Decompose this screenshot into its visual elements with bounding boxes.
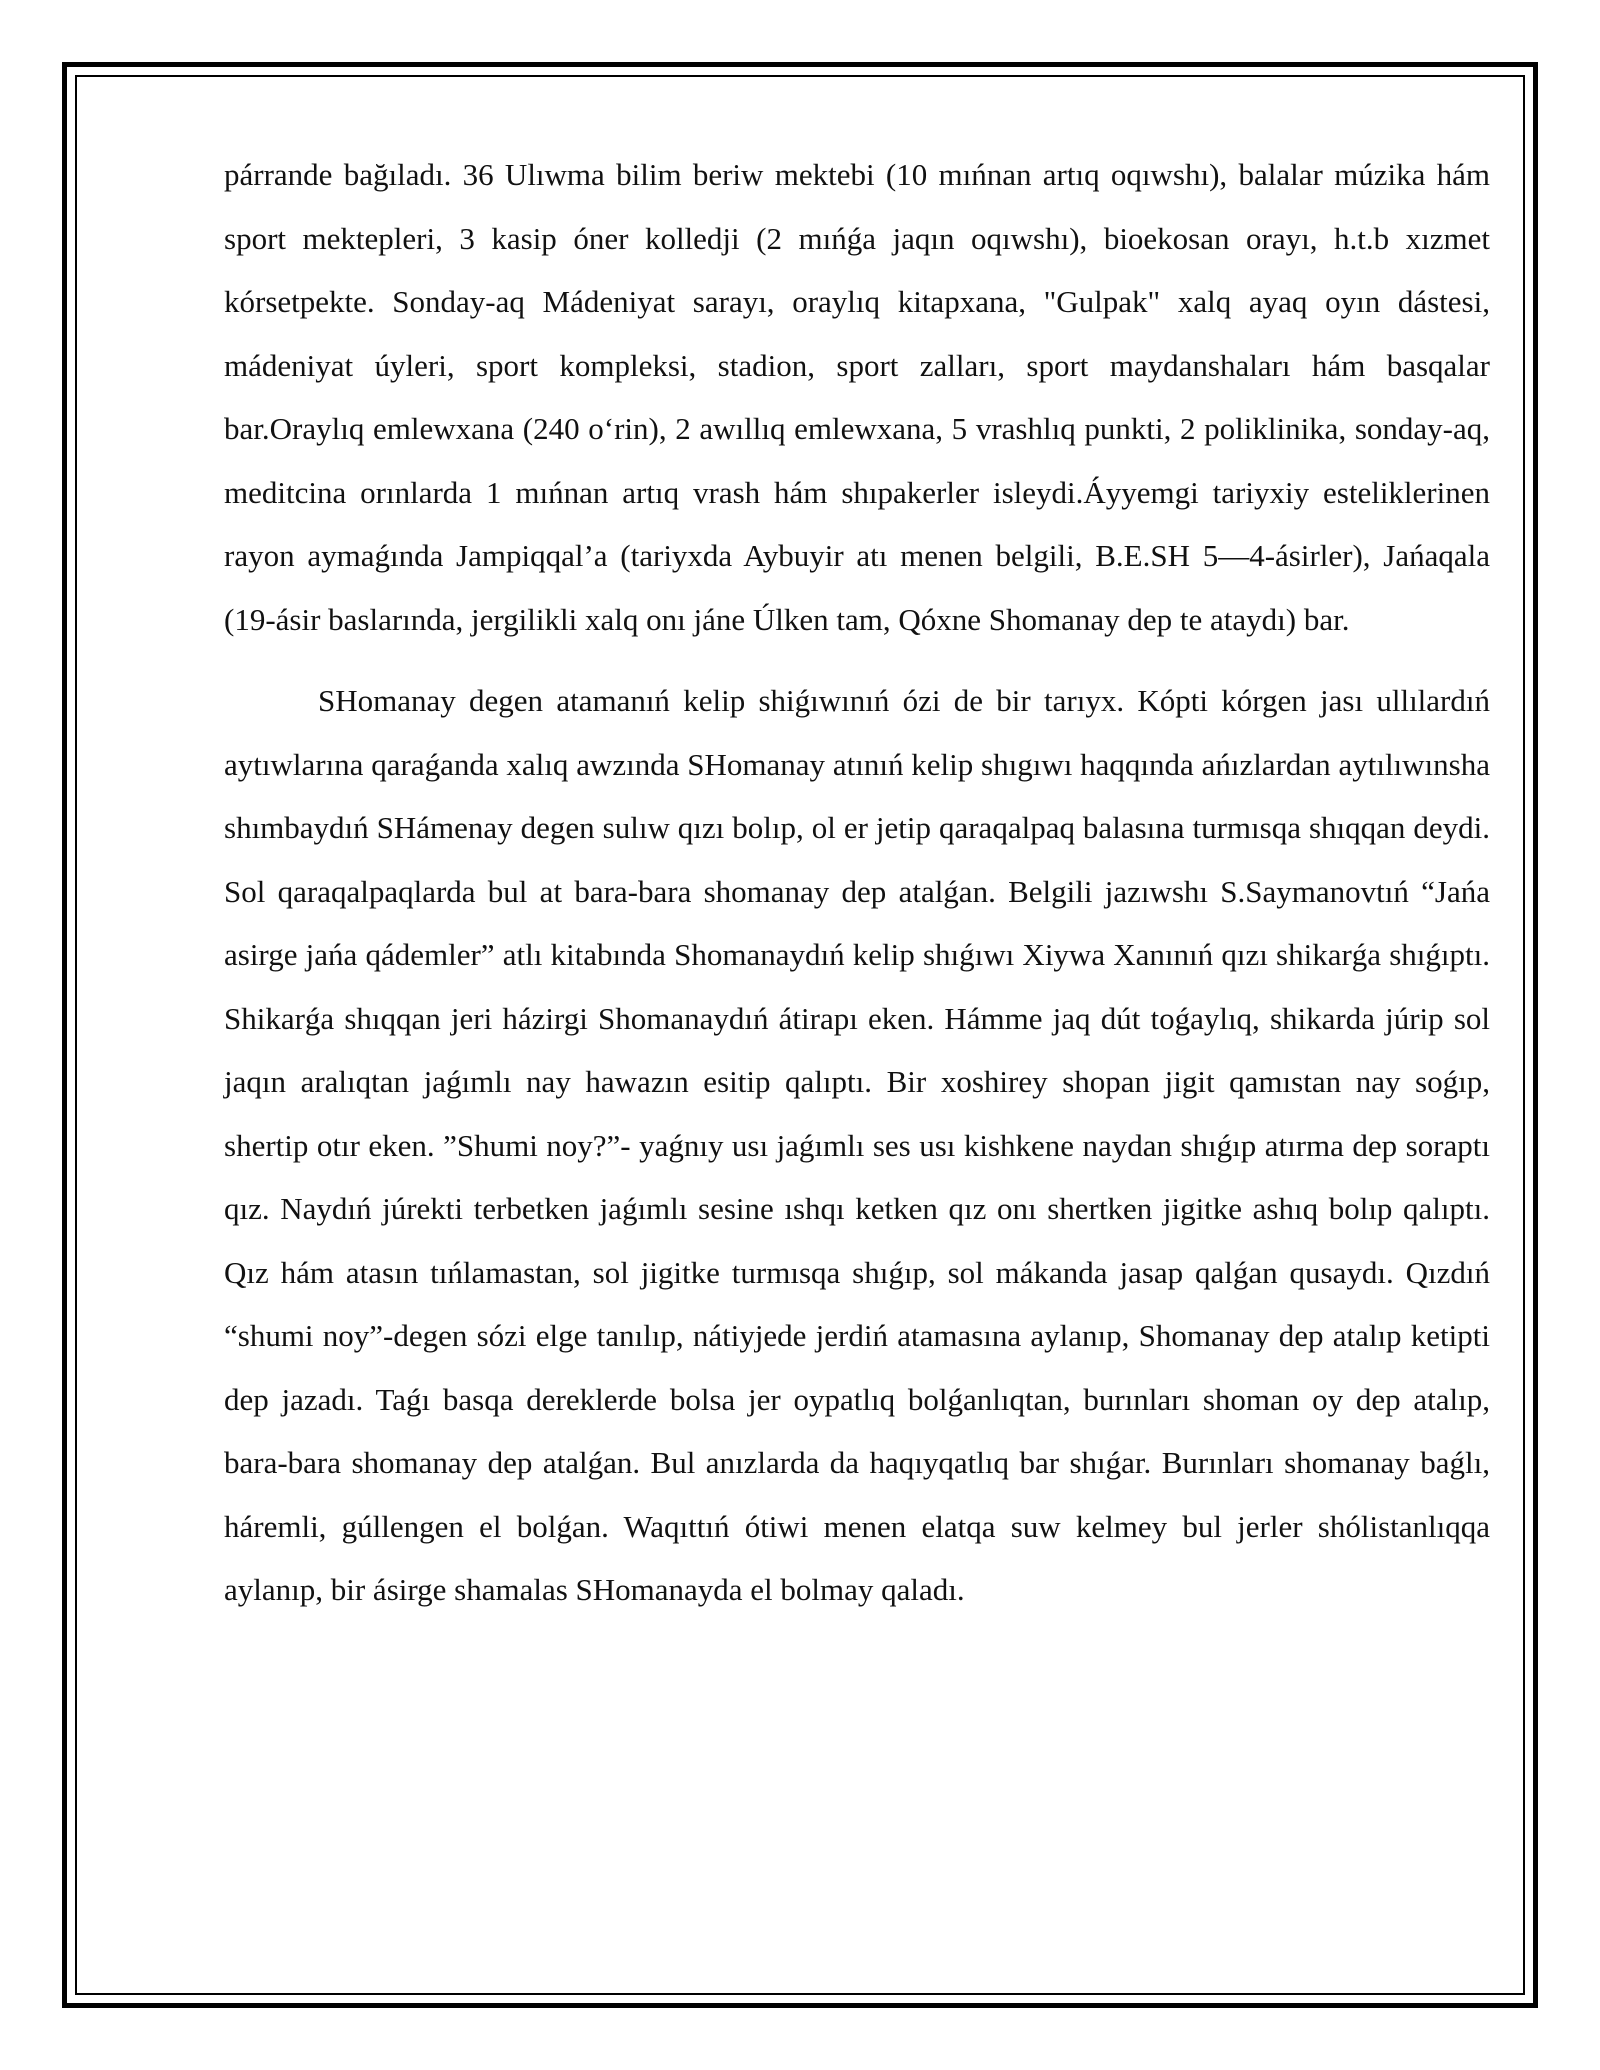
paragraph-2: SHomanay degen atamanıń kelip shiǵıwınıń ózi de bir tarıyx. Kópti kórgen jası ullılardıń aytıwlarına qaraǵanda xalıq awzında SHomanay atınıń kelip shıgıwı haqqında ańızlardan aytılıwınsha shımbaydıń SHámenay degen sulıw qızı bolıp, ol er jetip qaraqalpaq balasına turmısqa shıqqan deydi. Sol qaraqalpaqlarda bul at bara-bara shomanay dep atalǵan. Belgili jazıwshı S.Saymanovtıń “Jańa asirge jańa qádemler” atlı kitabında Shomanaydıń kelip shıǵıwı Xiywa Xanınıń qızı shikarǵa shıǵıptı. Shikarǵa shıqqan jeri házirgi Shomanaydıń átirapı eken. Hámme jaq dút toǵaylıq, shikarda júrip sol jaqın aralıqtan jaǵımlı nay hawazın esitip qalıptı. Bir xoshirey shopan jigit qamıstan nay soǵıp, shertip otır eken. ”Shumi noy?”- yaǵnıy usı jaǵımlı ses usı kishkene naydan shıǵıp atırma dep soraptı qız. Naydıń júrekti terbetken jaǵımlı sesine ıshqı ketken qız onı shertken jigitke ashıq bolıp qalıptı. Qız hám atasın tıńlamastan, sol jigitke turmısqa shıǵıp, sol mákanda jasap qalǵan qusaydı. Qızdıń “shumi noy”-degen sózi elge tanılıp, nátiyjede jerdiń atamasına aylanıp, Shomanay dep atalıp ketipti dep jazadı. Taǵı basqa dereklerde bolsa jer oypatlıq bolǵanlıqtan, burınları shoman oy dep atalıp, bara-bara shomanay dep atalǵan. Bul anızlarda da haqıyqatlıq bar shıǵar. Burınları shomanay baǵlı, háremli, gúllengen el bolǵan. Waqıttıń ótiwi menen elatqa suw kelmey bul jerler shólistanlıqqa aylanıp, bir ásirge shamalas SHomanayda el bolmay qaladı.: [224, 683, 1490, 1607]
document-body: [224, 143, 1490, 1622]
paragraph-1: párrande bağıladı. 36 Ulıwma bilim beriw mektebi (10 mıńnan artıq oqıwshı), balalar múzika hám sport mektepleri, 3 kasip óner kolledji (2 mıńǵa jaqın oqıwshı), bioekosan orayı, h.t.b xızmet kórsetpekte. Sonday-aq Mádeniyat sarayı, oraylıq kitapxana, "Gulpak" xalq ayaq oyın dástesi, mádeniyat úyleri, sport kompleksi, stadion, sport zalları, sport maydanshaları hám basqalar bar.Oraylıq emlewxana (240 oʻrin), 2 awıllıq emlewxana, 5 vrashlıq punkti, 2 poliklinika, sonday-aq, meditcina orınlarda 1 mıńnan artıq vrash hám shıpakerler isleydi.Áyyemgi tariyxiy esteliklerinen rayon aymaǵında Jampiqqal’a (tariyxda Aybuyir atı menen belgili, B.E.SH 5—4-ásirler), Jańaqala (19-ásir baslarında, jergilikli xalq onı jáne Úlken tam, Qóxne Shomanay dep te ataydı) bar.: [224, 157, 1490, 637]
